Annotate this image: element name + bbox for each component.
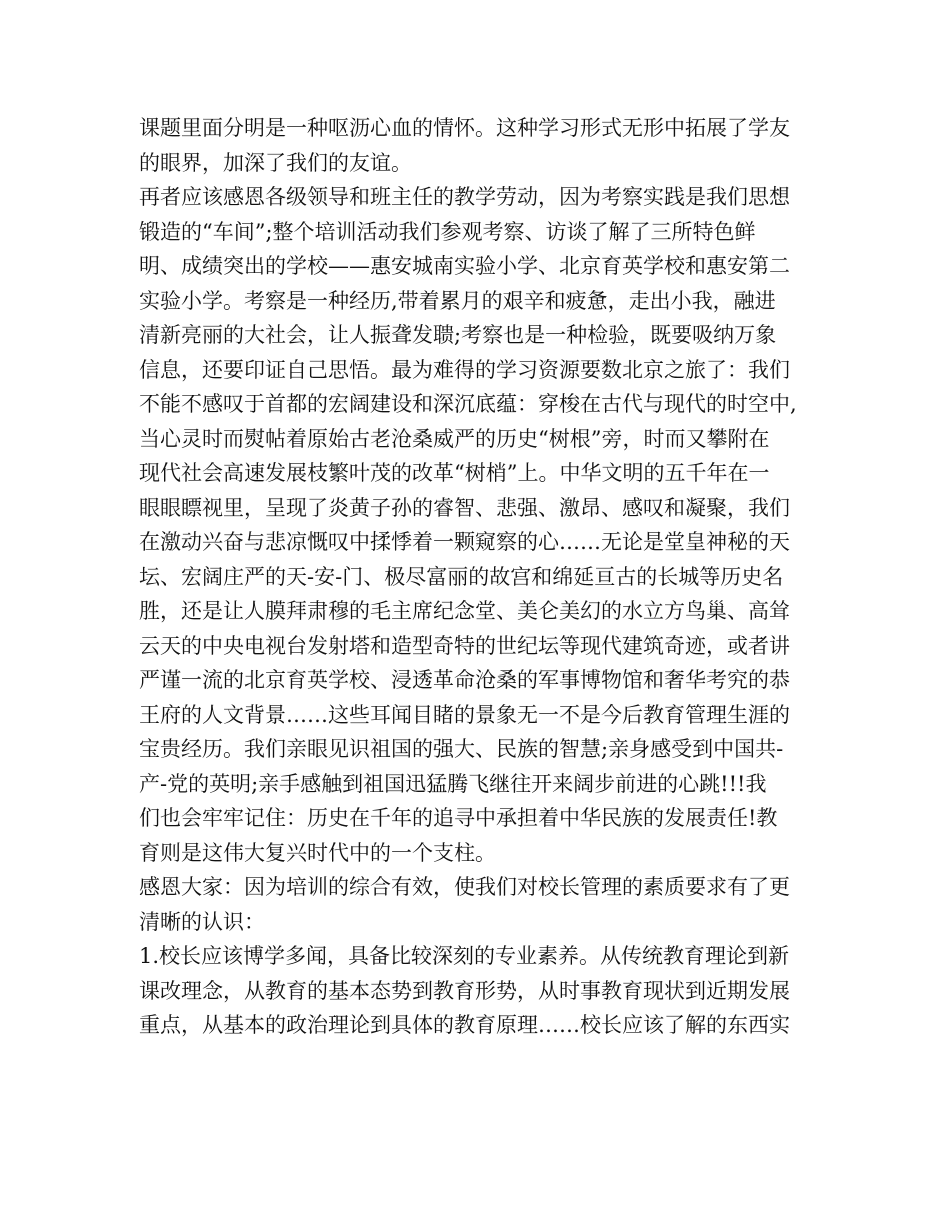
text-line: 再者应该感恩各级领导和班主任的教学劳动，因为考察实践是我们思想 [139, 185, 790, 209]
text-line: 清晰的认识： [139, 909, 265, 934]
body-text [139, 111, 829, 1043]
text-line: 在激动兴奋与悲凉慨叹中揉悸着一颗窥察的心……无论是堂皇神秘的天 [139, 530, 790, 554]
text-line: 眼眼瞟视里，呈现了炎黄子孙的睿智、悲强、激昂、感叹和凝聚，我们 [139, 495, 790, 520]
text-line: 课题里面分明是一种呕沥心血的情怀。这种学习形式无形中拓展了学友 [139, 116, 790, 140]
text-line: 实验小学。考察是一种经历,带着累月的艰辛和疲惫，走出小我，融进 [139, 288, 776, 313]
text-line: 的眼界，加深了我们的友谊。 [139, 150, 412, 175]
text-line: 不能不感叹于首都的宏阔建设和深沉底蕴：穿梭在古代与现代的时空中, [139, 392, 797, 416]
text-line: 信息，还要印证自己思悟。最为难得的学习资源要数北京之旅了：我们 [139, 357, 790, 382]
text-line: 们也会牢牢记住：历史在千年的追寻中承担着中华民族的发展责任!教 [139, 806, 778, 830]
text-line: 感恩大家：因为培训的综合有效，使我们对校长管理的素质要求有了更 [139, 875, 790, 899]
text-line: 宝贵经历。我们亲眼见识祖国的强大、民族的智慧;亲身感受到中国共- [139, 737, 784, 761]
text-line: 课改理念，从教育的基本态势到教育形势，从时事教育现状到近期发展 [139, 978, 790, 1003]
text-line: 坛、宏阔庄严的天-安-门、极尽富丽的故宫和绵延亘古的长城等历史名 [139, 564, 784, 589]
text-line: 云天的中央电视台发射塔和造型奇特的世纪坛等现代建筑奇迹，或者讲 [139, 633, 790, 658]
text-line: 产-党的英明;亲手感触到祖国迅猛腾飞继往开来阔步前进的心跳!!!我 [139, 771, 767, 796]
text-line: 当心灵时而熨帖着原始古老沧桑威严的历史“树根”旁，时而又攀附在 [139, 426, 770, 451]
text-line: 严谨一流的北京育英学校、浸透革命沧桑的军事博物馆和奢华考究的恭 [139, 668, 790, 692]
text-line: 现代社会高速发展枝繁叶茂的改革“树梢”上。中华文明的五千年在一 [139, 461, 770, 485]
text-line: 王府的人文背景……这些耳闻目睹的景象无一不是今后教育管理生涯的 [139, 702, 790, 727]
text-line: 1.校长应该博学多闻，具备比较深刻的专业素养。从传统教育理论到新 [139, 944, 790, 968]
text-line: 重点，从基本的政治理论到具体的教育原理……校长应该了解的东西实 [139, 1013, 790, 1037]
text-line: 明、成绩突出的学校——惠安城南实验小学、北京育英学校和惠安第二 [139, 254, 790, 278]
text-line: 锻造的“车间”;整个培训活动我们参观考察、访谈了解了三所特色鲜 [139, 219, 756, 244]
text-line: 育则是这伟大复兴时代中的一个支柱。 [139, 840, 496, 865]
text-line: 清新亮丽的大社会，让人振聋发聩;考察也是一种检验，既要吸纳万象 [139, 323, 777, 347]
text-line: 胜，还是让人膜拜肃穆的毛主席纪念堂、美仑美幻的水立方鸟巢、高耸 [139, 599, 790, 623]
